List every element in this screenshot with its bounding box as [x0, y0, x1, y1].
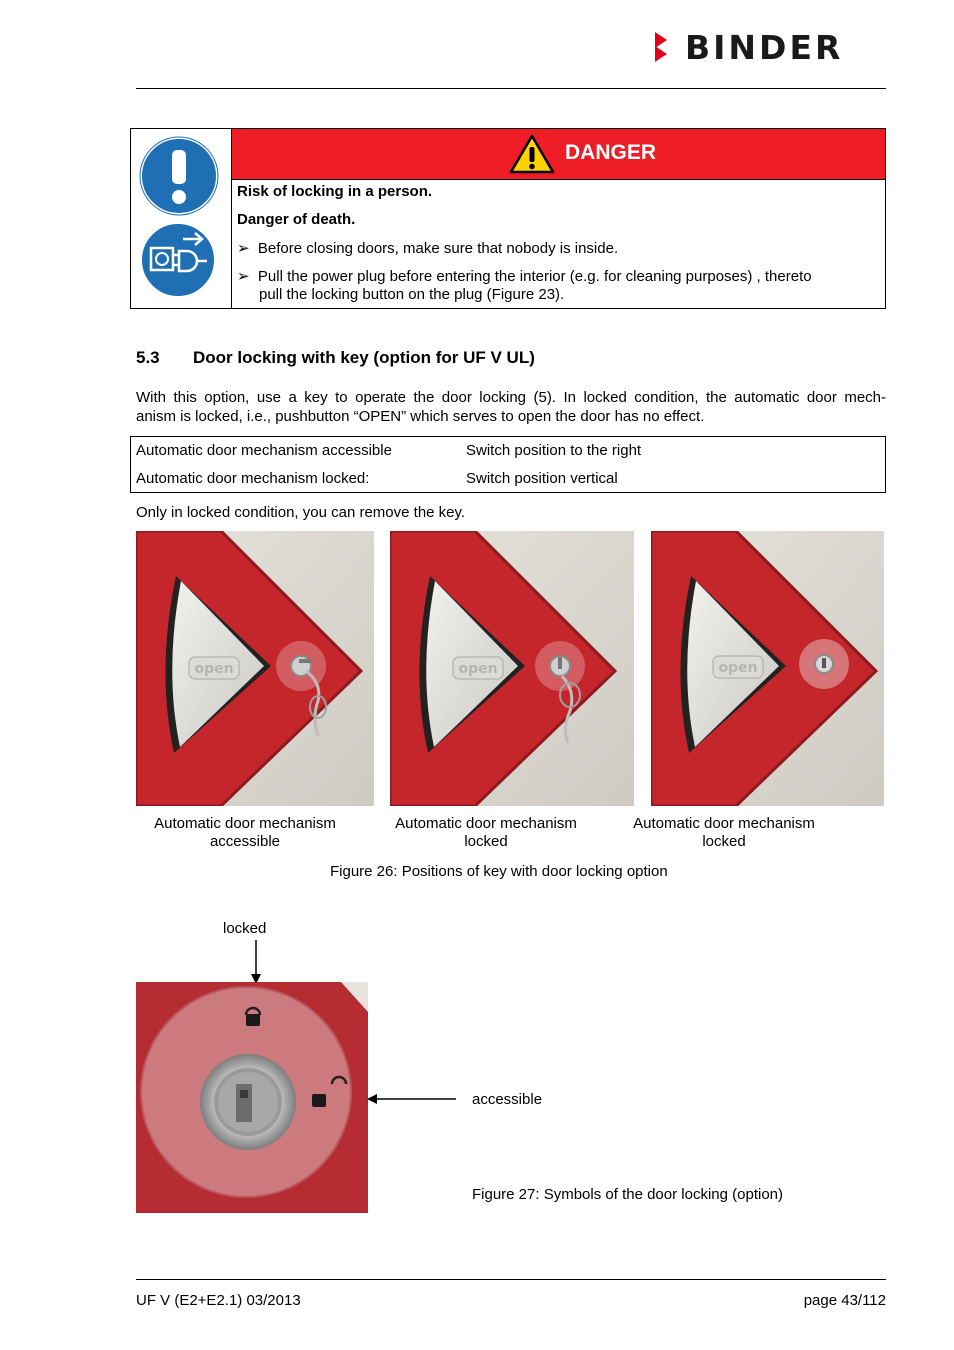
section-title: Door locking with key (option for UF V UL) [193, 348, 535, 367]
danger-bullet-2-cont: pull the locking button on the plug (Figure 23). [259, 286, 565, 303]
mandatory-exclamation-icon [139, 136, 219, 216]
footer-rule [136, 1279, 886, 1280]
photo-locked-key [390, 531, 634, 806]
figure-26-caption: Figure 26: Positions of key with door locking option [330, 863, 668, 880]
note-text: Only in locked condition, you can remove the key. [136, 504, 466, 521]
table-row [131, 465, 885, 493]
open-button-label: open [718, 660, 758, 676]
open-button-label: open [458, 661, 498, 677]
table-cell-state: Automatic door mechanism accessible [136, 442, 392, 459]
figure-27-caption: Figure 27: Symbols of the door locking (option) [472, 1186, 783, 1203]
danger-bullet-2 [237, 267, 812, 285]
danger-line-risk: Risk of locking in a person. [237, 183, 433, 200]
photo-accessible [136, 531, 374, 806]
table-cell-position: Switch position vertical [466, 470, 618, 487]
caption-line: locked [464, 833, 508, 850]
label-accessible: accessible [472, 1091, 543, 1108]
caption-line: locked [702, 833, 746, 850]
bullet-text: Pull the power plug before entering the interior (e.g. for cleaning purposes) , thereto [257, 268, 812, 285]
arrow-down-icon [248, 940, 264, 985]
unplug-icon [139, 221, 217, 299]
section-number: 5.3 [136, 348, 160, 367]
danger-box [130, 128, 886, 309]
para-line-2: anism is locked, i.e., pushbutton “OPEN” which serves to open the door has no effect. [136, 408, 705, 425]
open-button-label: open [194, 661, 234, 677]
danger-title: DANGER [565, 141, 657, 164]
danger-header [232, 129, 885, 180]
caption-accessible [136, 815, 354, 851]
brand-name: BINDER [685, 28, 844, 67]
caption-line: accessible [209, 833, 281, 850]
lock-closeup-photo [136, 982, 368, 1213]
arrow-bullet-icon: ➢ [237, 240, 250, 257]
para-line-1: With this option, use a key to operate the door locking (5). In locked condition, the automatic door mech- [136, 389, 886, 406]
danger-icon-column [131, 129, 232, 308]
caption-line: Automatic door mechanism [154, 815, 336, 832]
caption-locked-no-key [615, 815, 833, 851]
danger-bullet-1 [237, 239, 618, 257]
section-paragraph [136, 388, 886, 426]
key-position-table [130, 436, 886, 493]
table-cell-position: Switch position to the right [466, 442, 642, 459]
photo-locked-no-key [651, 531, 884, 806]
bullet-text: Before closing doors, make sure that nobody is inside. [257, 240, 619, 257]
caption-line: Automatic door mechanism [633, 815, 815, 832]
binder-logo-mark-icon [655, 32, 677, 62]
warning-triangle-icon [508, 133, 556, 175]
arrow-bullet-icon: ➢ [237, 268, 250, 285]
table-cell-state: Automatic door mechanism locked: [136, 470, 370, 487]
caption-locked-key [377, 815, 595, 851]
binder-logo [655, 28, 887, 67]
footer-page-number: page 43/112 [803, 1292, 886, 1309]
footer-doc-id: UF V (E2+E2.1) 03/2013 [136, 1292, 301, 1309]
danger-line-death: Danger of death. [237, 211, 356, 228]
arrow-left-icon [366, 1091, 458, 1107]
caption-line: Automatic door mechanism [395, 815, 577, 832]
table-row [131, 437, 885, 465]
header-rule [136, 88, 886, 89]
label-locked: locked [223, 920, 267, 937]
